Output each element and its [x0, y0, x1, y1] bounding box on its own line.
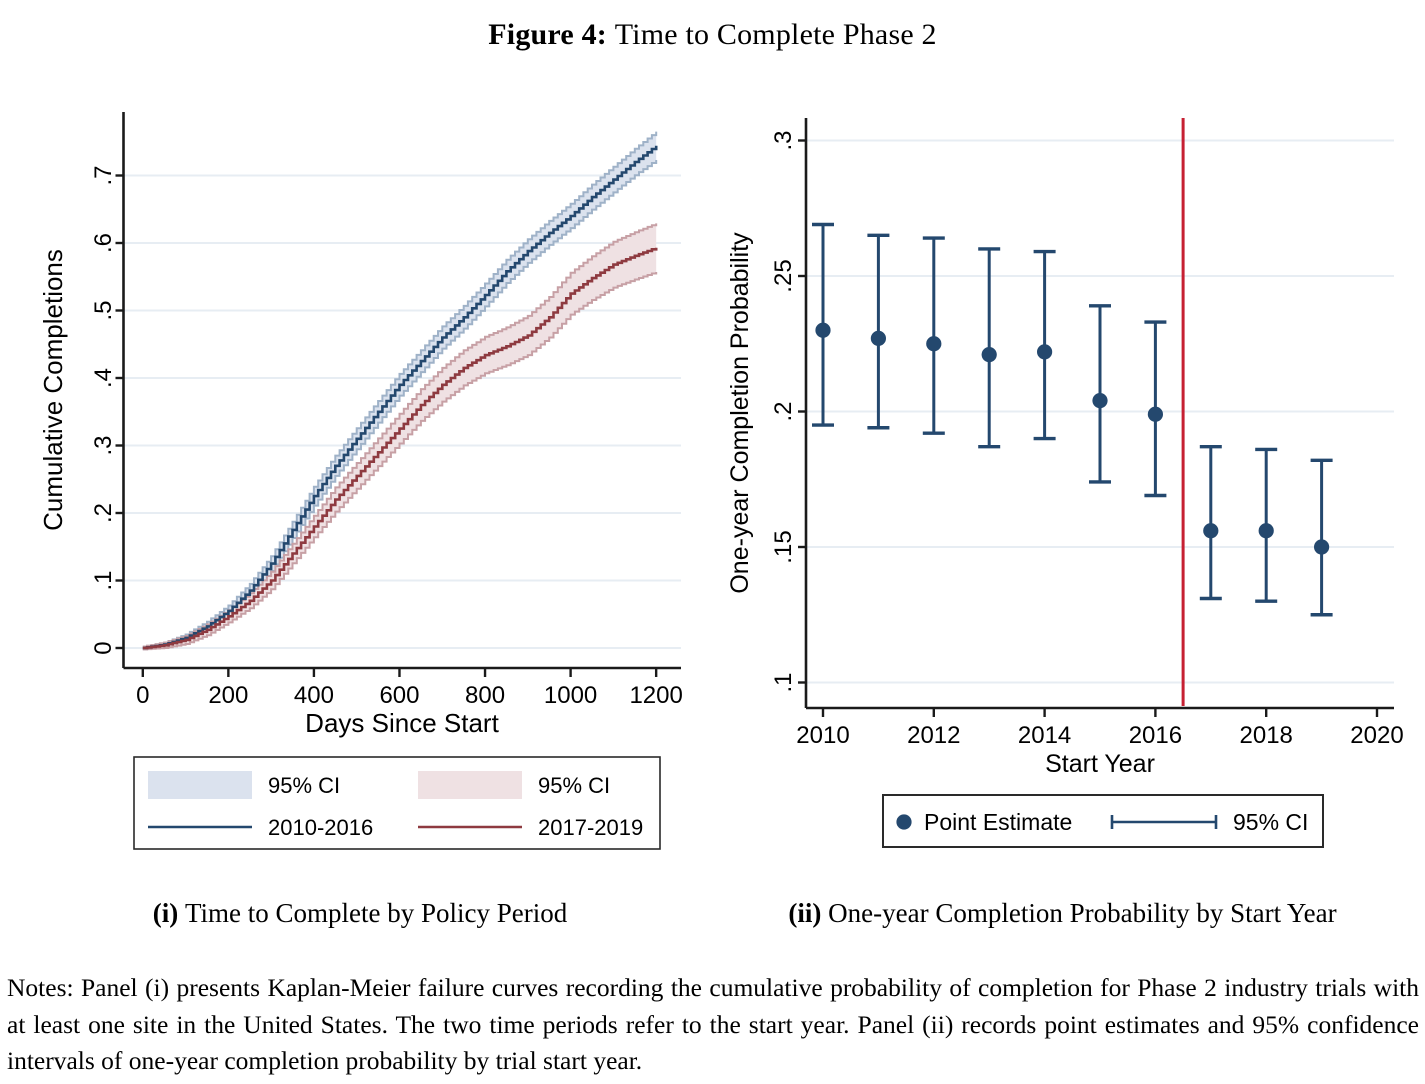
left-y-tick-label: .6	[90, 232, 117, 254]
left-x-tick-label: 1200	[629, 682, 683, 709]
right-y-tick-label: .25	[770, 259, 797, 293]
right-x-axis-title: Start Year	[1045, 750, 1155, 778]
legend-point-estimate-label: Point Estimate	[924, 809, 1073, 835]
right-y-tick-label: .1	[770, 672, 797, 693]
panel-km-failure-curves	[38, 112, 683, 849]
caption-ii-text: One-year Completion Probability by Start Year	[828, 898, 1337, 928]
legend-series-label: 2010-2016	[268, 815, 374, 840]
left-y-tick-label: 0	[90, 641, 117, 655]
figure-title-text: Time to Complete Phase 2	[614, 18, 937, 51]
left-y-tick-label: .3	[90, 435, 117, 456]
left-y-tick-label: .7	[90, 165, 117, 186]
right-axes	[726, 118, 1404, 778]
left-y-tick-label: .2	[90, 502, 117, 524]
point-estimate-2011	[871, 331, 886, 346]
legend-ci-label: 95% CI	[268, 773, 341, 798]
left-x-tick-label: 800	[465, 682, 506, 709]
point-estimate-2014	[1037, 344, 1052, 359]
point-estimate-2012	[926, 336, 941, 351]
caption-i-text: Time to Complete by Policy Period	[184, 898, 568, 928]
left-y-tick-label: .1	[90, 570, 117, 591]
point-estimate-2015	[1092, 393, 1107, 408]
right-x-tick-label: 2014	[1017, 722, 1072, 749]
right-y-axis-title: One-year Completion Probability	[726, 232, 754, 594]
right-x-tick-label: 2018	[1239, 722, 1293, 749]
left-x-tick-label: 0	[136, 682, 150, 709]
right-x-tick-label: 2012	[907, 722, 961, 749]
caption-panel-ii	[700, 898, 1425, 929]
point-estimate-2013	[982, 347, 997, 362]
left-y-tick-label: .4	[90, 367, 117, 389]
right-y-tick-label: .3	[770, 130, 797, 151]
ci-lower-edge-2017-2019	[143, 272, 656, 649]
right-y-tick-label: .2	[770, 401, 797, 422]
caption-panel-i	[40, 898, 680, 929]
legend-dot-swatch	[896, 814, 911, 829]
caption-i-label: (i)	[152, 898, 179, 928]
right-y-tick-label: .15	[770, 530, 797, 564]
left-x-tick-label: 400	[293, 682, 334, 709]
left-y-tick-label: .5	[90, 300, 117, 321]
ci-errorbar-2019	[1311, 460, 1333, 614]
legend-ci-swatch-2010-2016	[148, 771, 252, 799]
legend-ci-swatch-2017-2019	[418, 771, 522, 799]
point-estimate-2018	[1259, 523, 1274, 538]
right-x-tick-label: 2020	[1350, 722, 1404, 749]
point-estimates	[812, 225, 1333, 615]
caption-ii-label: (ii)	[788, 898, 822, 928]
point-estimate-2016	[1148, 407, 1163, 422]
figure-notes: Notes: Panel (i) presents Kaplan-Meier failure curves recording the cumulative probability of completion for Phase 2 industry trials with at least one site in the United States. The two time periods refer to the start year. Panel (ii) records point estimates and 95% confidence intervals of one-year completion probability by trial start year.	[7, 973, 1419, 1076]
legend-ci-label: 95% CI	[538, 773, 611, 798]
legend-ci-label: 95% CI	[1233, 809, 1309, 835]
legend-series-label: 2017-2019	[538, 815, 644, 840]
point-estimate-2019	[1314, 539, 1329, 554]
panel-completion-probability	[726, 118, 1404, 847]
ci-lower-edge-2010-2016	[143, 160, 656, 649]
left-y-axis-title: Cumulative Completions	[38, 249, 68, 531]
left-gridlines	[124, 176, 682, 649]
ci-errorbar-2012	[923, 238, 945, 433]
left-x-tick-label: 200	[208, 682, 249, 709]
ci-errorbar-2017	[1200, 447, 1222, 599]
right-legend	[883, 795, 1323, 847]
point-estimate-2017	[1203, 523, 1218, 538]
left-x-tick-label: 600	[379, 682, 420, 709]
left-x-axis-title: Days Since Start	[305, 708, 499, 738]
right-x-tick-label: 2010	[796, 722, 850, 749]
left-x-tick-label: 1000	[543, 682, 598, 709]
point-estimate-2010	[815, 323, 830, 338]
figure-number-label: Figure 4:	[488, 18, 607, 51]
left-legend	[134, 757, 660, 849]
right-x-tick-label: 2016	[1128, 722, 1183, 749]
